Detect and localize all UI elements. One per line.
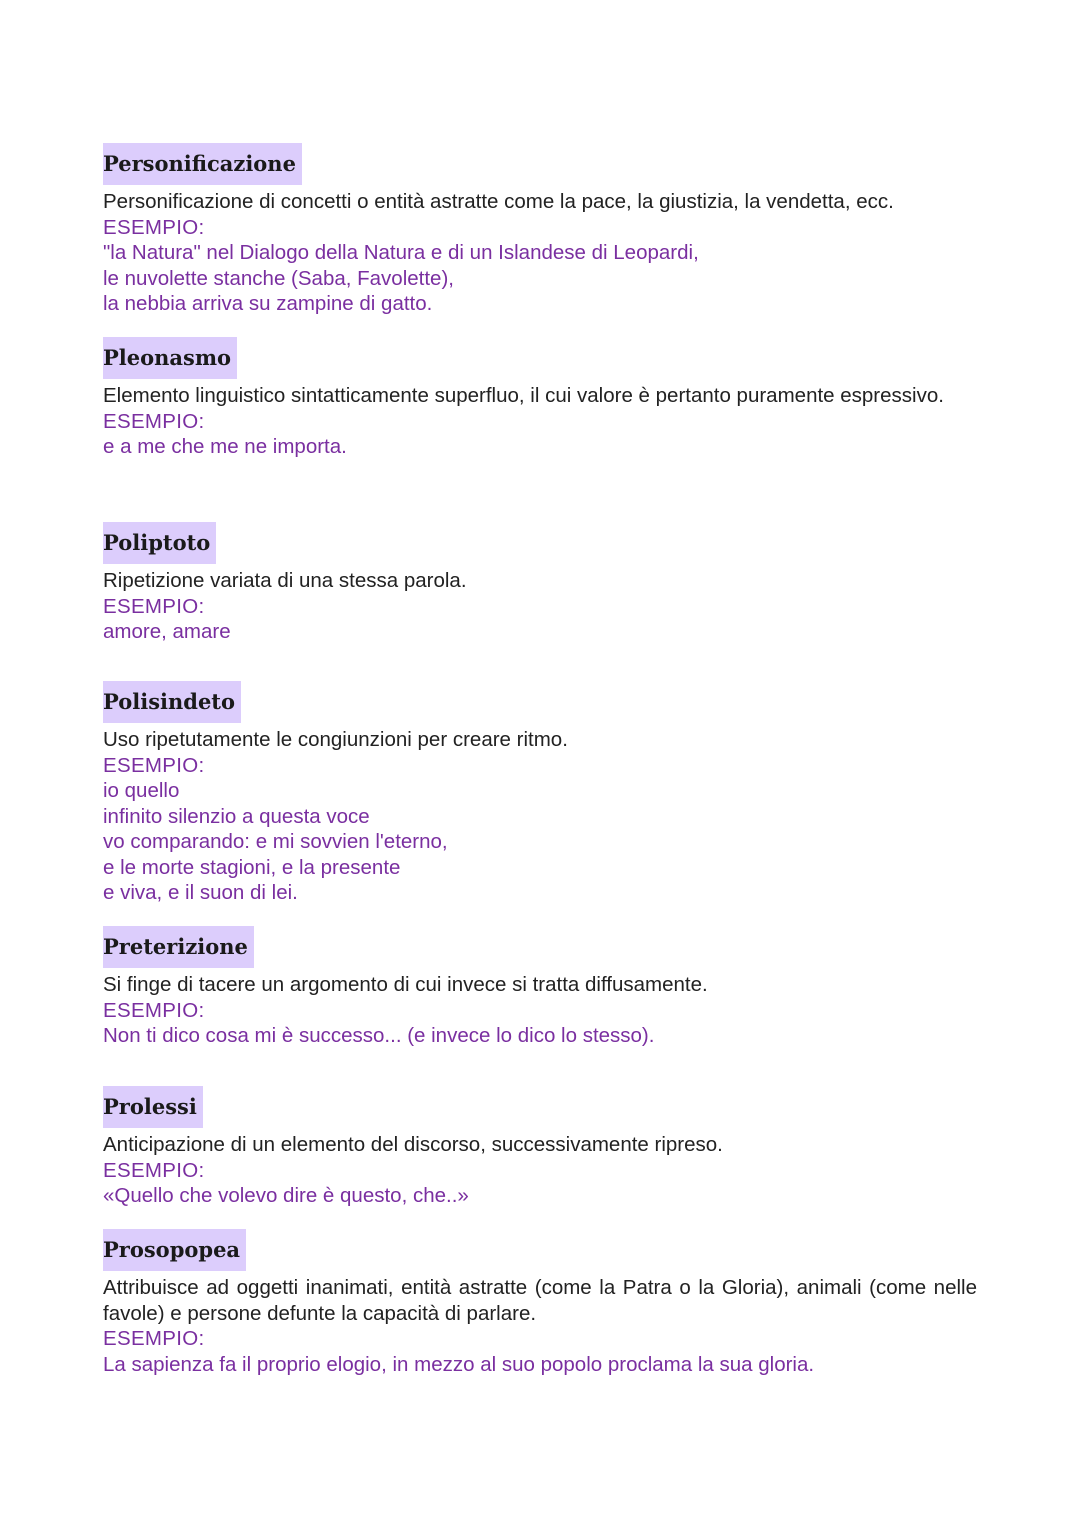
term-definition: Attribuisce ad oggetti inanimati, entità astratte (come la Patra o la Gloria), animali (come nelle favole) e persone defunte la capacità di parlare. [103, 1276, 977, 1325]
example-line: le nuvolette stanche (Saba, Favolette), [103, 266, 454, 290]
term-heading: Polisindeto [103, 681, 241, 723]
example-line: e le morte stagioni, e la presente [103, 855, 401, 879]
term-heading: Prolessi [103, 1086, 203, 1128]
term-heading: Pleonasmo [103, 337, 237, 379]
example-label: ESEMPIO: [103, 753, 205, 777]
entry-prosopopea [103, 1229, 977, 1377]
example-label: ESEMPIO: [103, 1327, 205, 1350]
term-definition: Uso ripetutamente le congiunzioni per creare ritmo. [103, 728, 568, 751]
example-line: La sapienza fa il proprio elogio, in mezzo al suo popolo proclama la sua gloria. [103, 1352, 815, 1376]
example-label: ESEMPIO: [103, 215, 205, 239]
entry-pleonasmo [103, 337, 977, 460]
example-line: la nebbia arriva su zampine di gatto. [103, 292, 433, 315]
term-definition: Elemento linguistico sintatticamente superfluo, il cui valore è pertanto puramente espressivo. [103, 384, 944, 407]
example-label: ESEMPIO: [103, 409, 205, 433]
term-definition: Si finge di tacere un argomento di cui invece si tratta diffusamente. [103, 973, 708, 996]
example-label: ESEMPIO: [103, 1158, 205, 1182]
example-line: amore, amare [103, 620, 231, 643]
example-line: infinito silenzio a questa voce [103, 804, 370, 828]
example-label: ESEMPIO: [103, 594, 205, 618]
example-line: e a me che me ne importa. [103, 435, 347, 458]
entry-prolessi [103, 1086, 977, 1209]
entry-personificazione [103, 143, 977, 317]
example-label: ESEMPIO: [103, 998, 205, 1022]
example-line: io quello [103, 779, 180, 802]
term-heading: Preterizione [103, 926, 254, 968]
term-definition: Personificazione di concetti o entità astratte come la pace, la giustizia, la vendetta, ecc. [103, 190, 894, 213]
term-heading: Personificazione [103, 143, 302, 185]
term-heading: Poliptoto [103, 522, 216, 564]
term-definition: Ripetizione variata di una stessa parola. [103, 569, 467, 592]
term-definition: Anticipazione di un elemento del discorso, successivamente ripreso. [103, 1133, 723, 1156]
example-line: "la Natura" nel Dialogo della Natura e di un Islandese di Leopardi, [103, 241, 699, 264]
term-heading: Prosopopea [103, 1229, 246, 1271]
example-line: vo comparando: e mi sovvien l'eterno, [103, 830, 448, 853]
example-line: e viva, e il suon di lei. [103, 881, 298, 904]
example-line: Non ti dico cosa mi è successo... (e invece lo dico lo stesso). [103, 1024, 655, 1047]
entry-preterizione [103, 926, 977, 1049]
example-line: «Quello che volevo dire è questo, che..» [103, 1184, 469, 1207]
entry-poliptoto [103, 522, 977, 645]
entry-polisindeto [103, 681, 977, 906]
